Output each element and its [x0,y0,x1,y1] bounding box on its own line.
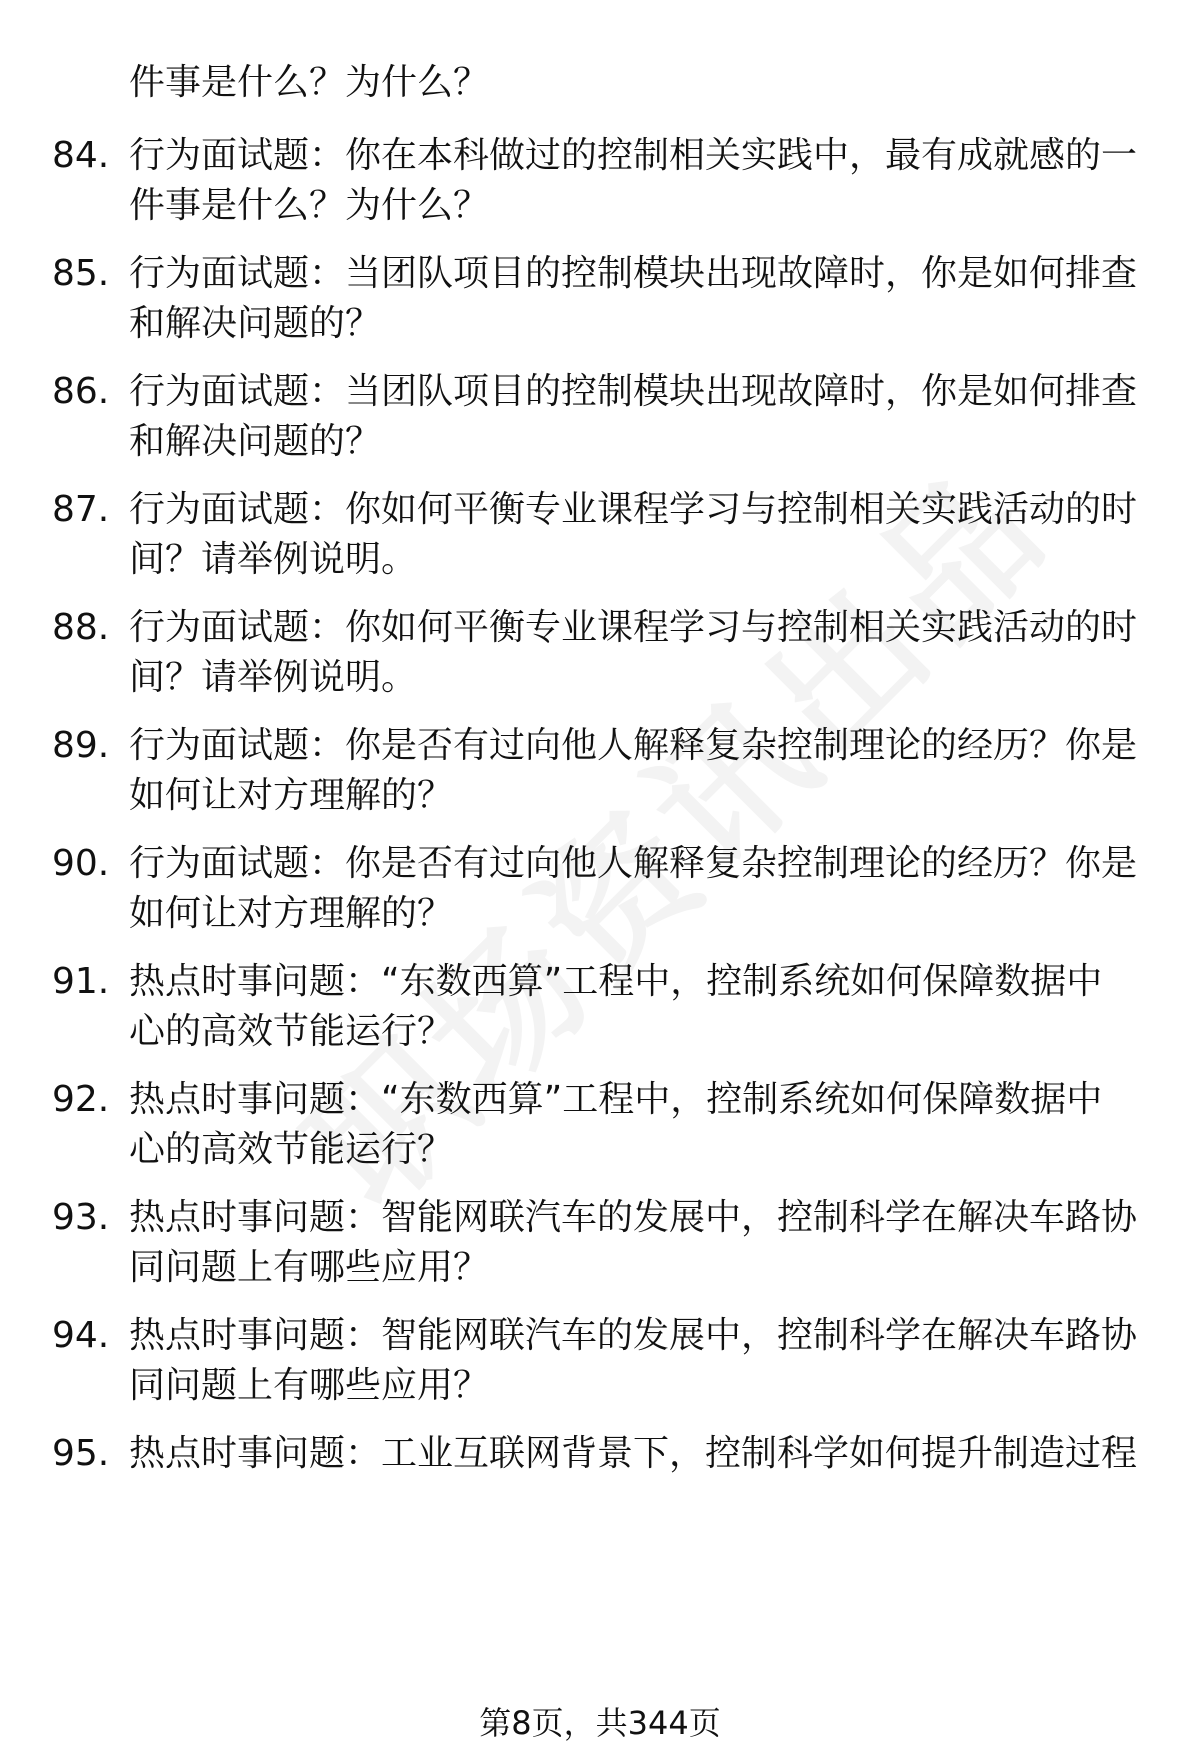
question-number: 85. [52,253,110,294]
question-number: 91. [52,961,110,1002]
question-text: 行为面试题：你是否有过向他人解释复杂控制理论的经历？你是 如何让对方理解的？ [129,725,1138,816]
question-text: 行为面试题：你如何平衡专业课程学习与控制相关实践活动的时 间？请举例说明。 [129,489,1138,580]
question-text: 行为面试题：你如何平衡专业课程学习与控制相关实践活动的时 间？请举例说明。 [129,607,1138,698]
question-item [52,603,1142,703]
question-text: 行为面试题：当团队项目的控制模块出现故障时，你是如何排查 和解决问题的？ [129,253,1138,344]
question-text: 行为面试题：你在本科做过的控制相关实践中，最有成就感的一 件事是什么？为什么？ [129,135,1138,226]
question-item [52,249,1142,349]
question-number: 84. [52,135,110,176]
question-text: 热点时事问题：工业互联网背景下，控制科学如何提升制造过程 [129,1433,1138,1474]
question-text: 热点时事问题：智能网联汽车的发展中，控制科学在解决车路协 同问题上有哪些应用？ [129,1197,1138,1288]
question-item [52,839,1142,939]
question-number: 89. [52,725,110,766]
question-item [52,721,1142,821]
question-number: 87. [52,489,110,530]
question-number: 88. [52,607,110,648]
question-text: 热点时事问题：智能网联汽车的发展中，控制科学在解决车路协 同问题上有哪些应用？ [129,1315,1138,1406]
question-item [52,131,1142,231]
question-number: 90. [52,843,110,884]
question-text: 热点时事问题：“东数西算”工程中，控制系统如何保障数据中 心的高效节能运行？ [129,961,1103,1052]
question-item [52,485,1142,585]
question-text: 行为面试题：你是否有过向他人解释复杂控制理论的经历？你是 如何让对方理解的？ [129,843,1138,934]
question-number: 86. [52,371,110,412]
question-item [52,1075,1142,1175]
continued-question-text: 件事是什么？为什么？ [129,62,490,103]
question-item [52,1429,1142,1479]
question-number: 93. [52,1197,110,1238]
question-item [52,1311,1142,1411]
question-item [52,957,1142,1057]
question-number: 92. [52,1079,110,1120]
page-footer: 第8页，共344页 [479,1704,721,1742]
question-text: 热点时事问题：“东数西算”工程中，控制系统如何保障数据中 心的高效节能运行？ [129,1079,1103,1170]
question-number: 95. [52,1433,110,1474]
question-item [52,367,1142,467]
question-item [52,1193,1142,1293]
question-number: 94. [52,1315,110,1356]
question-text: 行为面试题：当团队项目的控制模块出现故障时，你是如何排查 和解决问题的？ [129,371,1138,462]
